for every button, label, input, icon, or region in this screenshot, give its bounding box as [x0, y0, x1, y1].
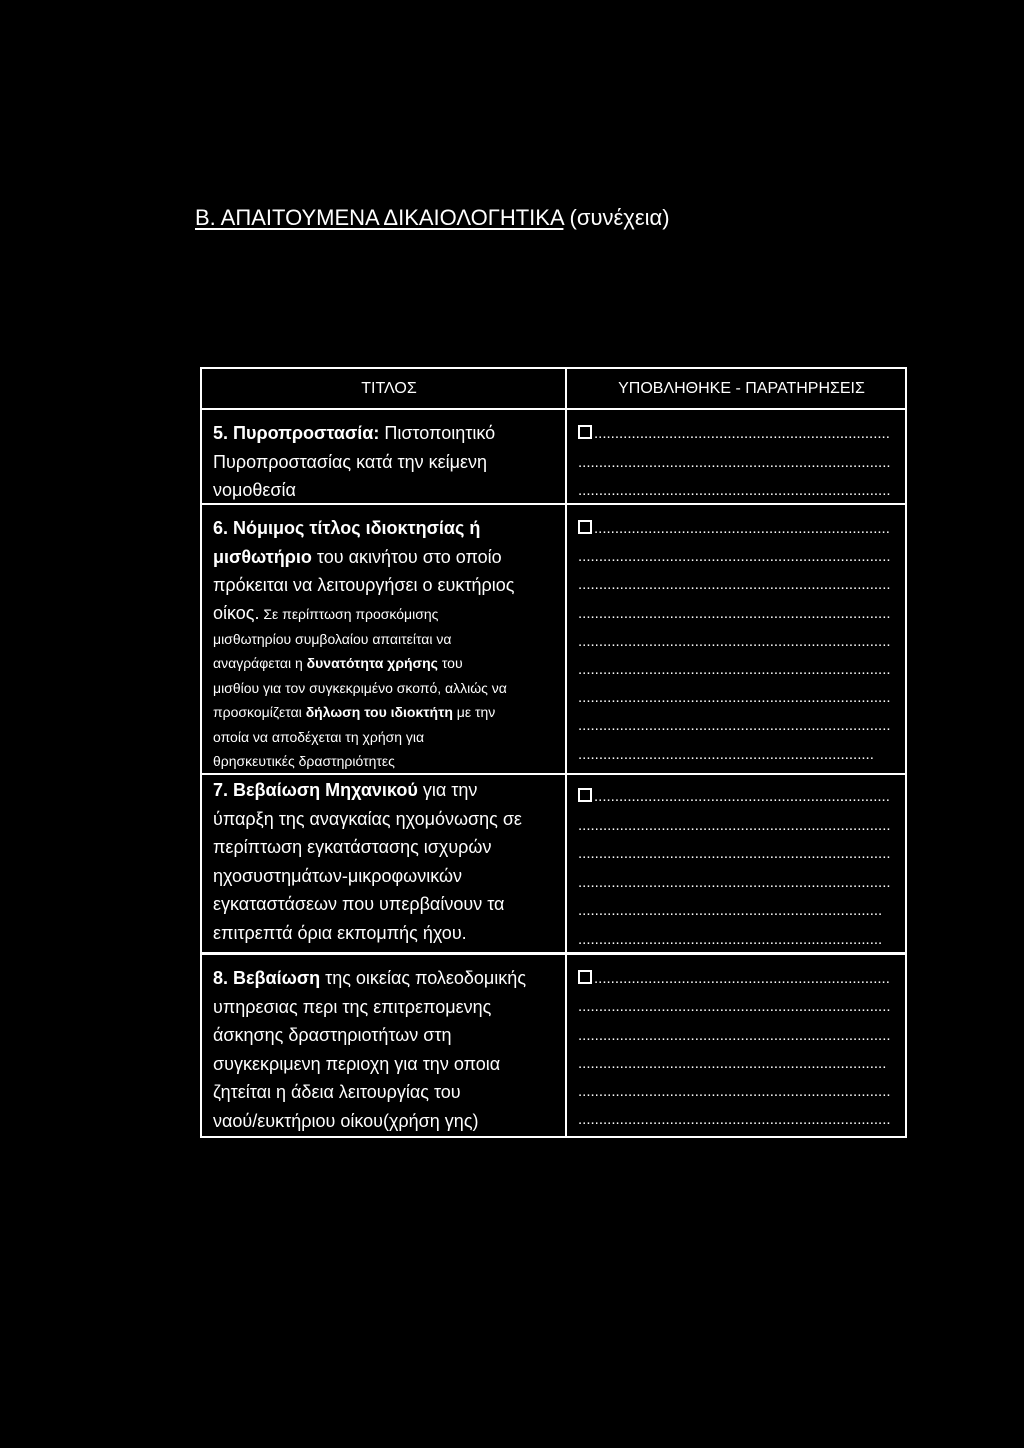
item-title: 5. Πυροπροστασία: — [213, 423, 380, 443]
dotted-line: ........................................................................... — [578, 576, 891, 594]
remarks-cell — [567, 955, 905, 1136]
remarks-cell — [567, 505, 905, 775]
title-line — [213, 919, 565, 948]
column-header-submitted-label: ΥΠΟΒΛΗΘΗΚΕ - ΠΑΡΑΤΗΡΗΣΕΙΣ — [618, 379, 865, 397]
item-text: επιτρεπτά όρια εκπομπής ήχου. — [213, 922, 467, 943]
title-line — [213, 1021, 565, 1050]
note-line — [213, 651, 565, 676]
title-cell — [202, 505, 567, 775]
item-text: περίπτωση εγκατάστασης ισχυρών — [213, 837, 492, 857]
remarks-line — [578, 1022, 905, 1050]
item-note: με την — [452, 704, 496, 721]
dotted-line: ........................................................................... — [578, 548, 891, 566]
title-line — [213, 964, 565, 993]
remarks-line — [578, 869, 905, 898]
checkbox-icon — [578, 788, 592, 802]
remarks-line — [578, 684, 905, 712]
note-line — [213, 749, 565, 774]
column-header-title-label: ΤΙΤΛΟΣ — [361, 379, 417, 397]
title-line — [213, 1107, 565, 1136]
dotted-line: ........................................................................... — [578, 998, 891, 1016]
item-text: υπηρεσιας περι της επιτρεπομενης — [213, 996, 492, 1017]
remarks-line — [578, 965, 905, 993]
remarks-line — [578, 783, 905, 812]
remarks-line — [578, 1050, 905, 1078]
item-text: του ακινήτου στο οποίο — [311, 546, 502, 567]
dotted-line: ......................................................................... — [578, 930, 883, 948]
title-line — [213, 993, 565, 1022]
item-note: θρησκευτικές δραστηριότητες — [213, 753, 395, 770]
item-note-emphasis: δυνατότητα χρήσης — [306, 655, 438, 672]
note-line — [213, 676, 565, 701]
item-text: οίκος. — [213, 602, 260, 623]
item-text: ζητείται η άδεια λειτουργίας του — [213, 1082, 461, 1102]
remarks-line — [578, 1106, 905, 1134]
remarks-line — [578, 712, 905, 740]
dotted-line: ......................................................................... — [578, 902, 883, 920]
remarks-line — [578, 993, 905, 1021]
item-text: νομοθεσία — [213, 480, 296, 500]
item-title: 7. Βεβαίωση Μηχανικού — [213, 780, 418, 800]
item-text: της οικείας πολεοδομικής — [320, 968, 526, 988]
dotted-line: ....................................................................... — [594, 788, 890, 805]
dotted-line: ....................................................................... — [594, 425, 890, 442]
dotted-line: ........................................................................... — [578, 689, 891, 707]
dotted-line: ....................................................................... — [594, 970, 890, 987]
item-note-emphasis: δήλωση του ιδιοκτήτη — [305, 704, 453, 721]
remarks-line — [578, 420, 905, 449]
remarks-line — [578, 812, 905, 841]
dotted-line: ........................................................................... — [578, 482, 891, 499]
title-line — [213, 448, 565, 477]
section-heading-continuation: (συνέχεια) — [563, 205, 670, 230]
item-text: άσκησης δραστηριοτήτων στη — [213, 1025, 452, 1045]
title-cell — [202, 775, 567, 955]
title-line — [213, 600, 565, 627]
item-text: ναού/ευκτήριου οίκου(χρήση γης) — [213, 1110, 479, 1131]
item-note: οποία να αποδέχεται τη χρήση για — [213, 728, 425, 745]
title-line — [213, 862, 565, 891]
remarks-line — [578, 543, 905, 571]
remarks-line — [578, 628, 905, 656]
title-line — [213, 476, 565, 505]
title-line — [213, 419, 565, 448]
note-line — [213, 700, 565, 725]
remarks-line — [578, 741, 905, 769]
remarks-line — [578, 840, 905, 869]
title-line — [213, 833, 565, 862]
dotted-line: ........................................................................... — [578, 873, 891, 891]
item-note: αναγράφεται η — [213, 655, 307, 672]
remarks-line — [578, 926, 905, 955]
title-cell — [202, 410, 567, 505]
title-line — [213, 543, 565, 572]
title-line — [213, 776, 565, 805]
remarks-line — [578, 656, 905, 684]
remarks-line — [578, 1078, 905, 1106]
remarks-line — [578, 449, 905, 478]
dotted-line: ........................................................................... — [578, 632, 891, 650]
item-note: μισθίου για τον συγκεκριμένο σκοπό, αλλιώς να — [213, 679, 507, 696]
item-text: ηχοσυστημάτων-μικροφωνικών — [213, 865, 463, 886]
dotted-line: ........................................................................... — [578, 717, 891, 735]
item-text: πρόκειται να λειτουργήσει ο ευκτήριος — [213, 575, 515, 595]
item-note: του — [437, 655, 463, 672]
remarks-line — [578, 897, 905, 926]
remarks-line — [578, 600, 905, 628]
item-note: μισθωτηρίου συμβολαίου απαιτείται να — [213, 630, 452, 647]
section-heading — [195, 204, 670, 232]
title-line — [213, 514, 565, 543]
item-text: ύπαρξη της αναγκαίας ηχομόνωσης σε — [213, 808, 522, 829]
dotted-line: ....................................................................... — [578, 745, 874, 763]
checkbox-icon — [578, 970, 592, 984]
item-note: Σε περίπτωση προσκόμισης — [259, 605, 439, 622]
remarks-cell — [567, 410, 905, 505]
section-heading-title: Β. ΑΠΑΙΤΟΥΜΕΝΑ ΔΙΚΑΙΟΛΟΓΗΤΙΚΑ — [195, 205, 564, 230]
dotted-line: ........................................................................... — [578, 660, 891, 678]
item-title: 8. Βεβαίωση — [213, 968, 321, 988]
item-text: εγκαταστάσεων που υπερβαίνουν τα — [213, 894, 505, 914]
remarks-line — [578, 571, 905, 599]
item-title: μισθωτήριο — [213, 546, 312, 567]
remarks-cell — [567, 775, 905, 955]
item-text: Πυροπροστασίας κατά την κείμενη — [213, 451, 488, 472]
checkbox-icon — [578, 425, 592, 439]
item-text: για την — [417, 780, 478, 800]
dotted-line: ........................................................................... — [578, 453, 891, 471]
dotted-line: ........................................................................... — [578, 845, 891, 863]
title-line — [213, 1050, 565, 1079]
remarks-line — [578, 515, 905, 543]
documents-table — [200, 367, 907, 1138]
dotted-line: ........................................................................... — [578, 816, 891, 834]
note-line — [213, 627, 565, 652]
title-line — [213, 890, 565, 919]
note-line — [213, 725, 565, 750]
item-title: 6. Νόμιμος τίτλος ιδιοκτησίας ή — [213, 518, 481, 538]
dotted-line: ....................................................................... — [594, 520, 890, 537]
item-text: Πιστοποιητικό — [379, 423, 496, 443]
dotted-line: .......................................................................... — [578, 1054, 887, 1072]
title-cell — [202, 955, 567, 1136]
title-line — [213, 1078, 565, 1107]
dotted-line: ........................................................................... — [578, 1083, 891, 1101]
column-header-submitted — [567, 369, 905, 410]
title-line — [213, 571, 565, 600]
checkbox-icon — [578, 520, 592, 534]
dotted-line: ........................................................................... — [578, 1111, 891, 1129]
title-line — [213, 805, 565, 834]
remarks-line — [578, 477, 905, 506]
column-header-title — [202, 369, 567, 410]
dotted-line: ........................................................................... — [578, 1026, 891, 1044]
item-text: συγκεκριμενη περιοχη για την οποια — [213, 1053, 501, 1074]
dotted-line: ........................................................................... — [578, 604, 891, 622]
item-note: προσκομίζεται — [213, 704, 306, 721]
